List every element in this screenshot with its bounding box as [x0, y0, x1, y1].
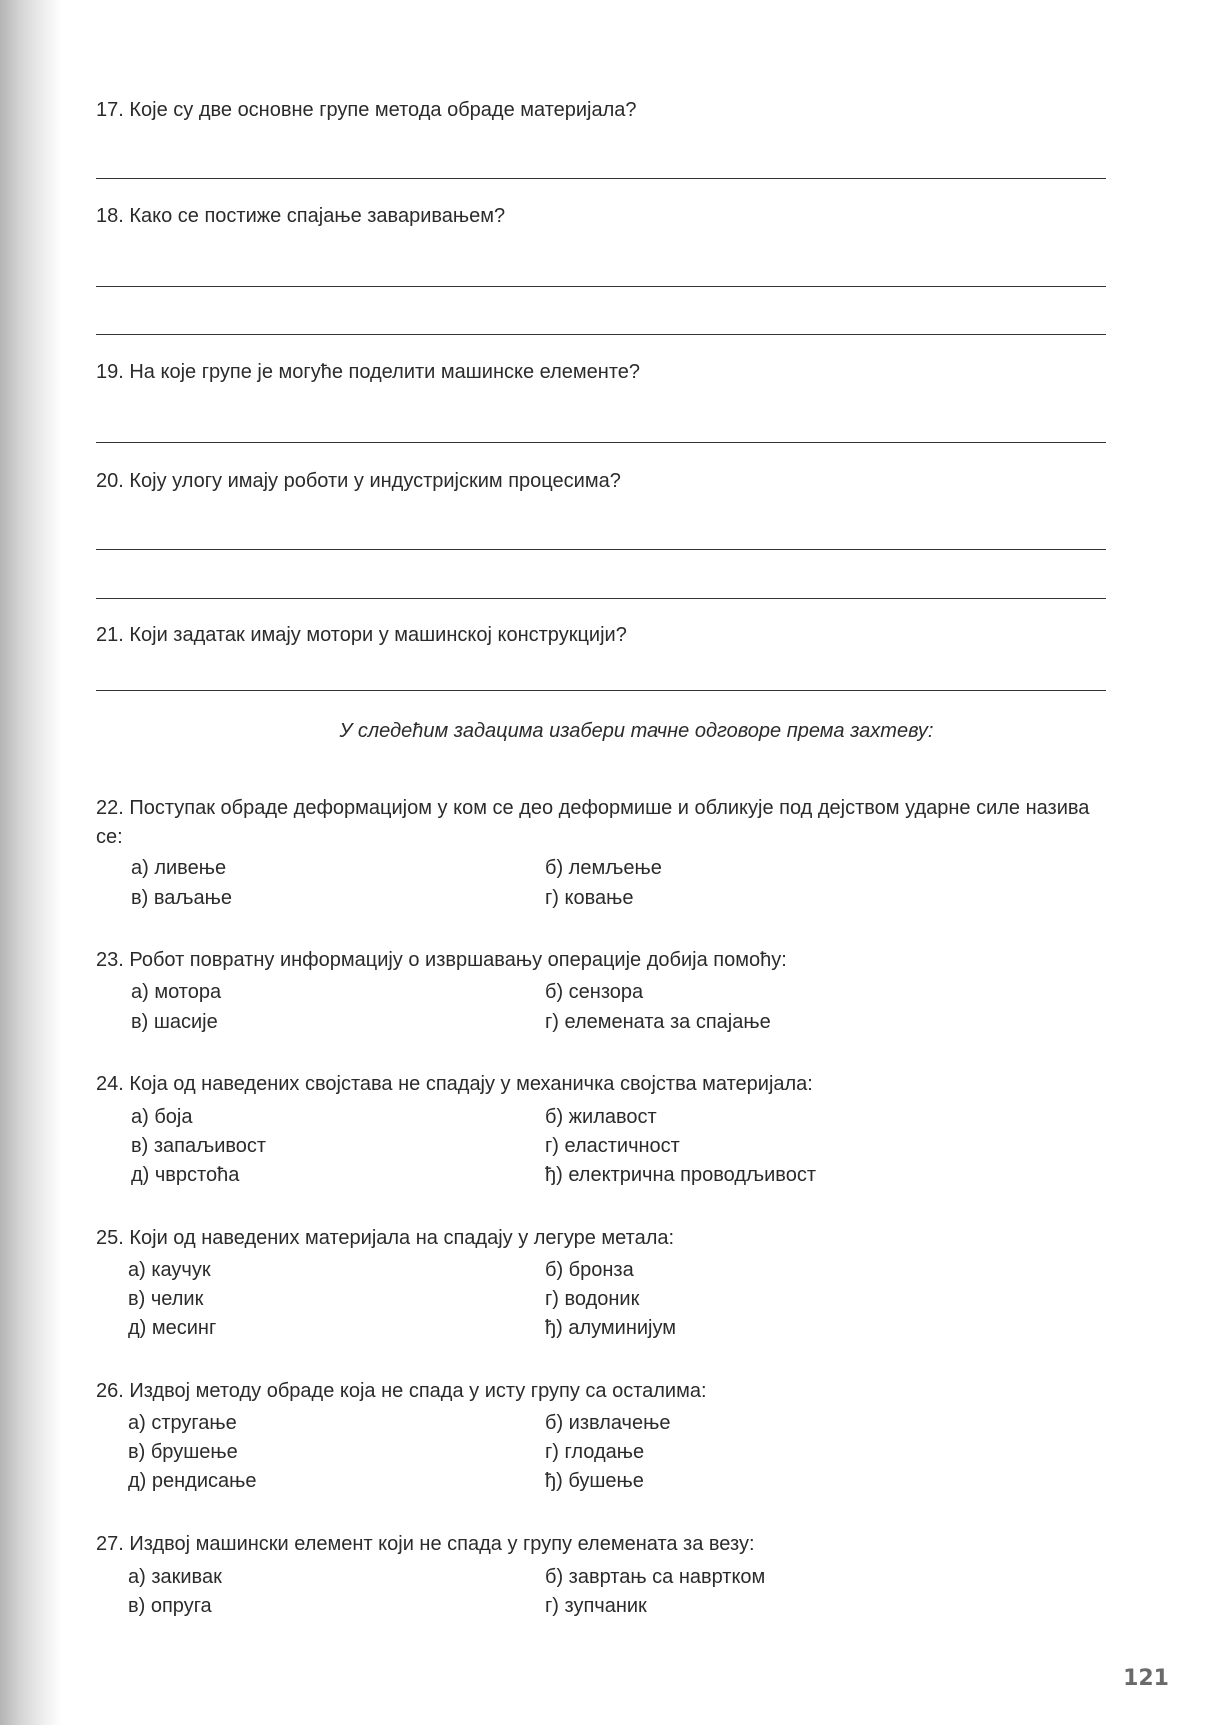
- option-d[interactable]: д) рендисање: [128, 1470, 257, 1492]
- answer-line: [96, 549, 1106, 550]
- option-v[interactable]: в) брушење: [128, 1441, 238, 1463]
- option-dj[interactable]: ђ) електрична проводљивост: [545, 1164, 816, 1186]
- page-number: 121: [1123, 1666, 1169, 1691]
- option-v[interactable]: в) шасије: [131, 1011, 218, 1033]
- option-a[interactable]: а) каучук: [128, 1259, 211, 1281]
- option-b[interactable]: б) бронза: [545, 1259, 634, 1281]
- option-v[interactable]: в) опруга: [128, 1595, 212, 1617]
- question-23: 23. Робот повратну информацију о извршавању операције добија помоћу:: [96, 949, 787, 971]
- instruction-text: У следећим задацима изабери тачне одговоре према захтеву:: [339, 720, 934, 742]
- question-27: 27. Издвој машински елемент који не спада у групу елемената за везу:: [96, 1533, 755, 1555]
- option-g[interactable]: г) елемената за спајање: [545, 1011, 771, 1033]
- option-a[interactable]: а) закивак: [128, 1566, 222, 1588]
- question-19: 19. На које групе је могуће поделити машинске елементе?: [96, 361, 641, 383]
- question-17: 17. Које су две основне групе метода обраде материјала?: [96, 99, 637, 121]
- option-g[interactable]: г) зупчаник: [545, 1595, 647, 1617]
- option-dj[interactable]: ђ) бушење: [545, 1470, 644, 1492]
- option-b[interactable]: б) жилавост: [545, 1106, 657, 1128]
- answer-line: [96, 598, 1106, 599]
- question-24: 24. Која од наведених својстава не спадају у механичка својства материјала:: [96, 1073, 813, 1095]
- option-d[interactable]: д) чврстоћа: [131, 1164, 240, 1186]
- option-d[interactable]: д) месинг: [128, 1317, 217, 1339]
- option-g[interactable]: г) еластичност: [545, 1135, 680, 1157]
- option-b[interactable]: б) лемљење: [545, 857, 662, 879]
- option-v[interactable]: в) запаљивост: [131, 1135, 267, 1157]
- option-g[interactable]: г) водоник: [545, 1288, 640, 1310]
- option-b[interactable]: б) извлачење: [545, 1412, 671, 1434]
- option-a[interactable]: а) ливење: [131, 857, 227, 879]
- question-21: 21. Који задатак имају мотори у машинској конструкцији?: [96, 624, 627, 646]
- answer-line: [96, 442, 1106, 443]
- option-g[interactable]: г) ковање: [545, 887, 634, 909]
- option-v[interactable]: в) челик: [128, 1288, 204, 1310]
- option-b[interactable]: б) завртањ са навртком: [545, 1566, 766, 1588]
- answer-line: [96, 334, 1106, 335]
- question-18: 18. Како се постиже спајање заваривањем?: [96, 205, 506, 227]
- option-a[interactable]: а) стругање: [128, 1412, 237, 1434]
- option-v[interactable]: в) ваљање: [131, 887, 232, 909]
- answer-line: [96, 286, 1106, 287]
- answer-line: [96, 178, 1106, 179]
- question-26: 26. Издвој методу обраде која не спада у исту групу са осталима:: [96, 1380, 707, 1402]
- option-dj[interactable]: ђ) алуминијум: [545, 1317, 677, 1339]
- option-b[interactable]: б) сензора: [545, 981, 644, 1003]
- option-a[interactable]: а) боја: [131, 1106, 193, 1128]
- question-22: 22. Поступак обраде деформацијом у ком се део деформише и обликује под дејством ударне силе назива се:: [96, 797, 1090, 848]
- answer-line: [96, 690, 1106, 691]
- question-25: 25. Који од наведених материјала на спадају у легуре метала:: [96, 1227, 675, 1249]
- question-20: 20. Коју улогу имају роботи у индустријским процесима?: [96, 470, 621, 492]
- page-spine-shadow: [0, 0, 62, 1725]
- option-g[interactable]: г) глодање: [545, 1441, 645, 1463]
- option-a[interactable]: а) мотора: [131, 981, 222, 1003]
